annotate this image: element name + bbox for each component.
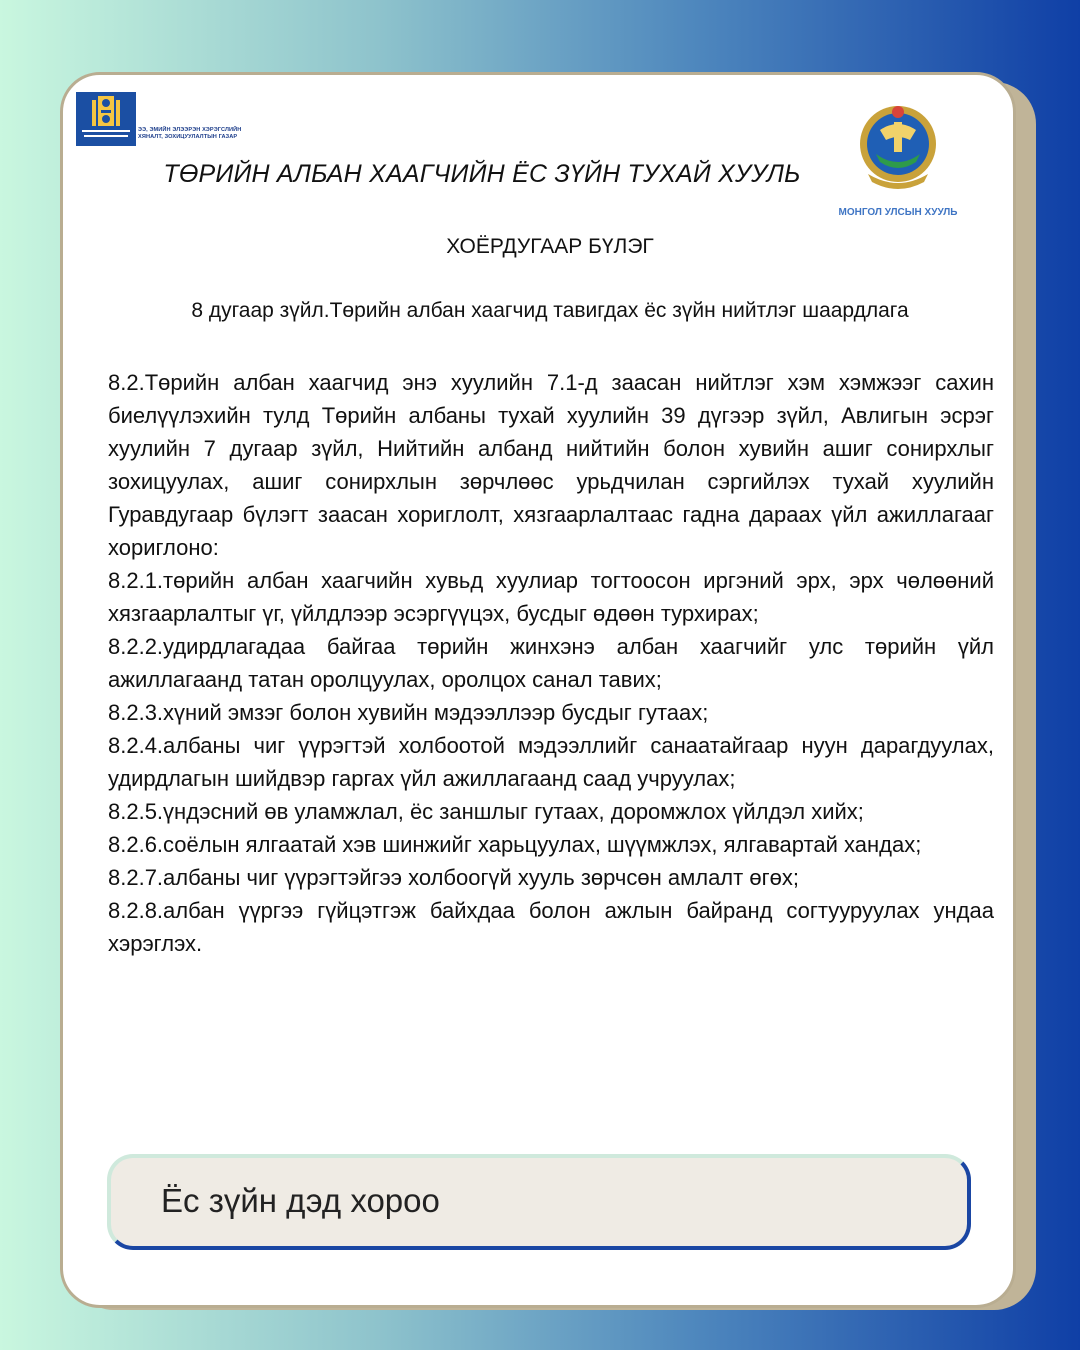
law-text [108, 366, 994, 960]
paragraph: 8.2.5.үндэсний өв уламжлал, ёс заншлыг гутаах, доромжлох үйлдэл хийх; [108, 799, 864, 824]
emblem-caption: МОНГОЛ УЛСЫН ХУУЛЬ [838, 207, 958, 218]
state-emblem-icon [850, 100, 946, 196]
paragraph: 8.2.4.албаны чиг үүрэгтэй холбоотой мэдээллийг санаатайгаар нуун дарагдуулах, удирдлагын шийдвэр гаргах үйл ажиллагаанд саад учруулах; [108, 733, 994, 791]
paragraph: 8.2.3.хүний эмзэг болон хувийн мэдээллээр бусдыг гутаах; [108, 700, 709, 725]
paragraph: 8.2.7.албаны чиг үүрэгтэйгээ холбоогүй хууль зөрчсөн амлалт өгөх; [108, 865, 799, 890]
page-title: ТӨРИЙН АЛБАН ХААГЧИЙН ЁС ЗҮЙН ТУХАЙ ХУУЛЬ [163, 160, 801, 188]
agency-name-line2: ХЯНАЛТ, ЗОХИЦУУЛАЛТЫН ГАЗАР [138, 134, 238, 140]
footer-banner [107, 1154, 971, 1250]
soyombo-icon [76, 92, 136, 146]
paragraph: 8.2.8.албан үүргээ гүйцэтгэж байхдаа болон ажлын байранд согтууруулах ундаа хэрэглэх. [108, 898, 994, 956]
agency-name-line1: ЭЭ, ЭМИЙН ЭЛЭЭРЭН ХЭРЭГСЛИЙН [138, 127, 242, 133]
paragraph: 8.2.6.соёлын ялгаатай хэв шинжийг харьцуулах, шүүмжлэх, ялгавартай хандах; [108, 832, 922, 857]
article-heading: 8 дугаар зүйл.Төрийн албан хаагчид тавигдах ёс зүйн нийтлэг шаардлага [191, 299, 909, 322]
paragraph: 8.2.Төрийн албан хаагчид энэ хуулийн 7.1-д заасан нийтлэг хэм хэмжээг сахин биелүүлэхийн тулд Төрийн албаны тухай хуулийн 39 дүгээр зүйл, Авлигын эсрэг хуулийн 7 дугаар зүйл, Нийтийн албанд нийтийн болон хувийн ашиг сонирхлыг зохицуулах, ашиг сонирхлын зөрчлөөс урьдчилан сэргийлэх тухай хуулийн Гуравдугаар бүлэгт заасан хориглолт, хязгаарлалтаас гадна дараах үйл ажиллагааг хориглоно: [108, 370, 994, 560]
paragraph: 8.2.2.удирдлагадаа байгаа төрийн жинхэнэ албан хаагчийг улс төрийн үйл ажиллагаанд татан оролцуулах, оролцох санал тавих; [108, 634, 994, 692]
paragraph: 8.2.1.төрийн албан хаагчийн хувьд хуулиар тогтоосон иргэний эрх, эрх чөлөөний хязгаарлалтыг үг, үйлдлээр эсэргүүцэх, бусдыг өдөөн турхирах; [108, 568, 994, 626]
footer-text: Ёс зүйн дэд хороо [161, 1182, 440, 1219]
chapter-heading: ХОЁРДУГААР БҮЛЭГ [446, 235, 654, 258]
agency-name [138, 127, 268, 141]
